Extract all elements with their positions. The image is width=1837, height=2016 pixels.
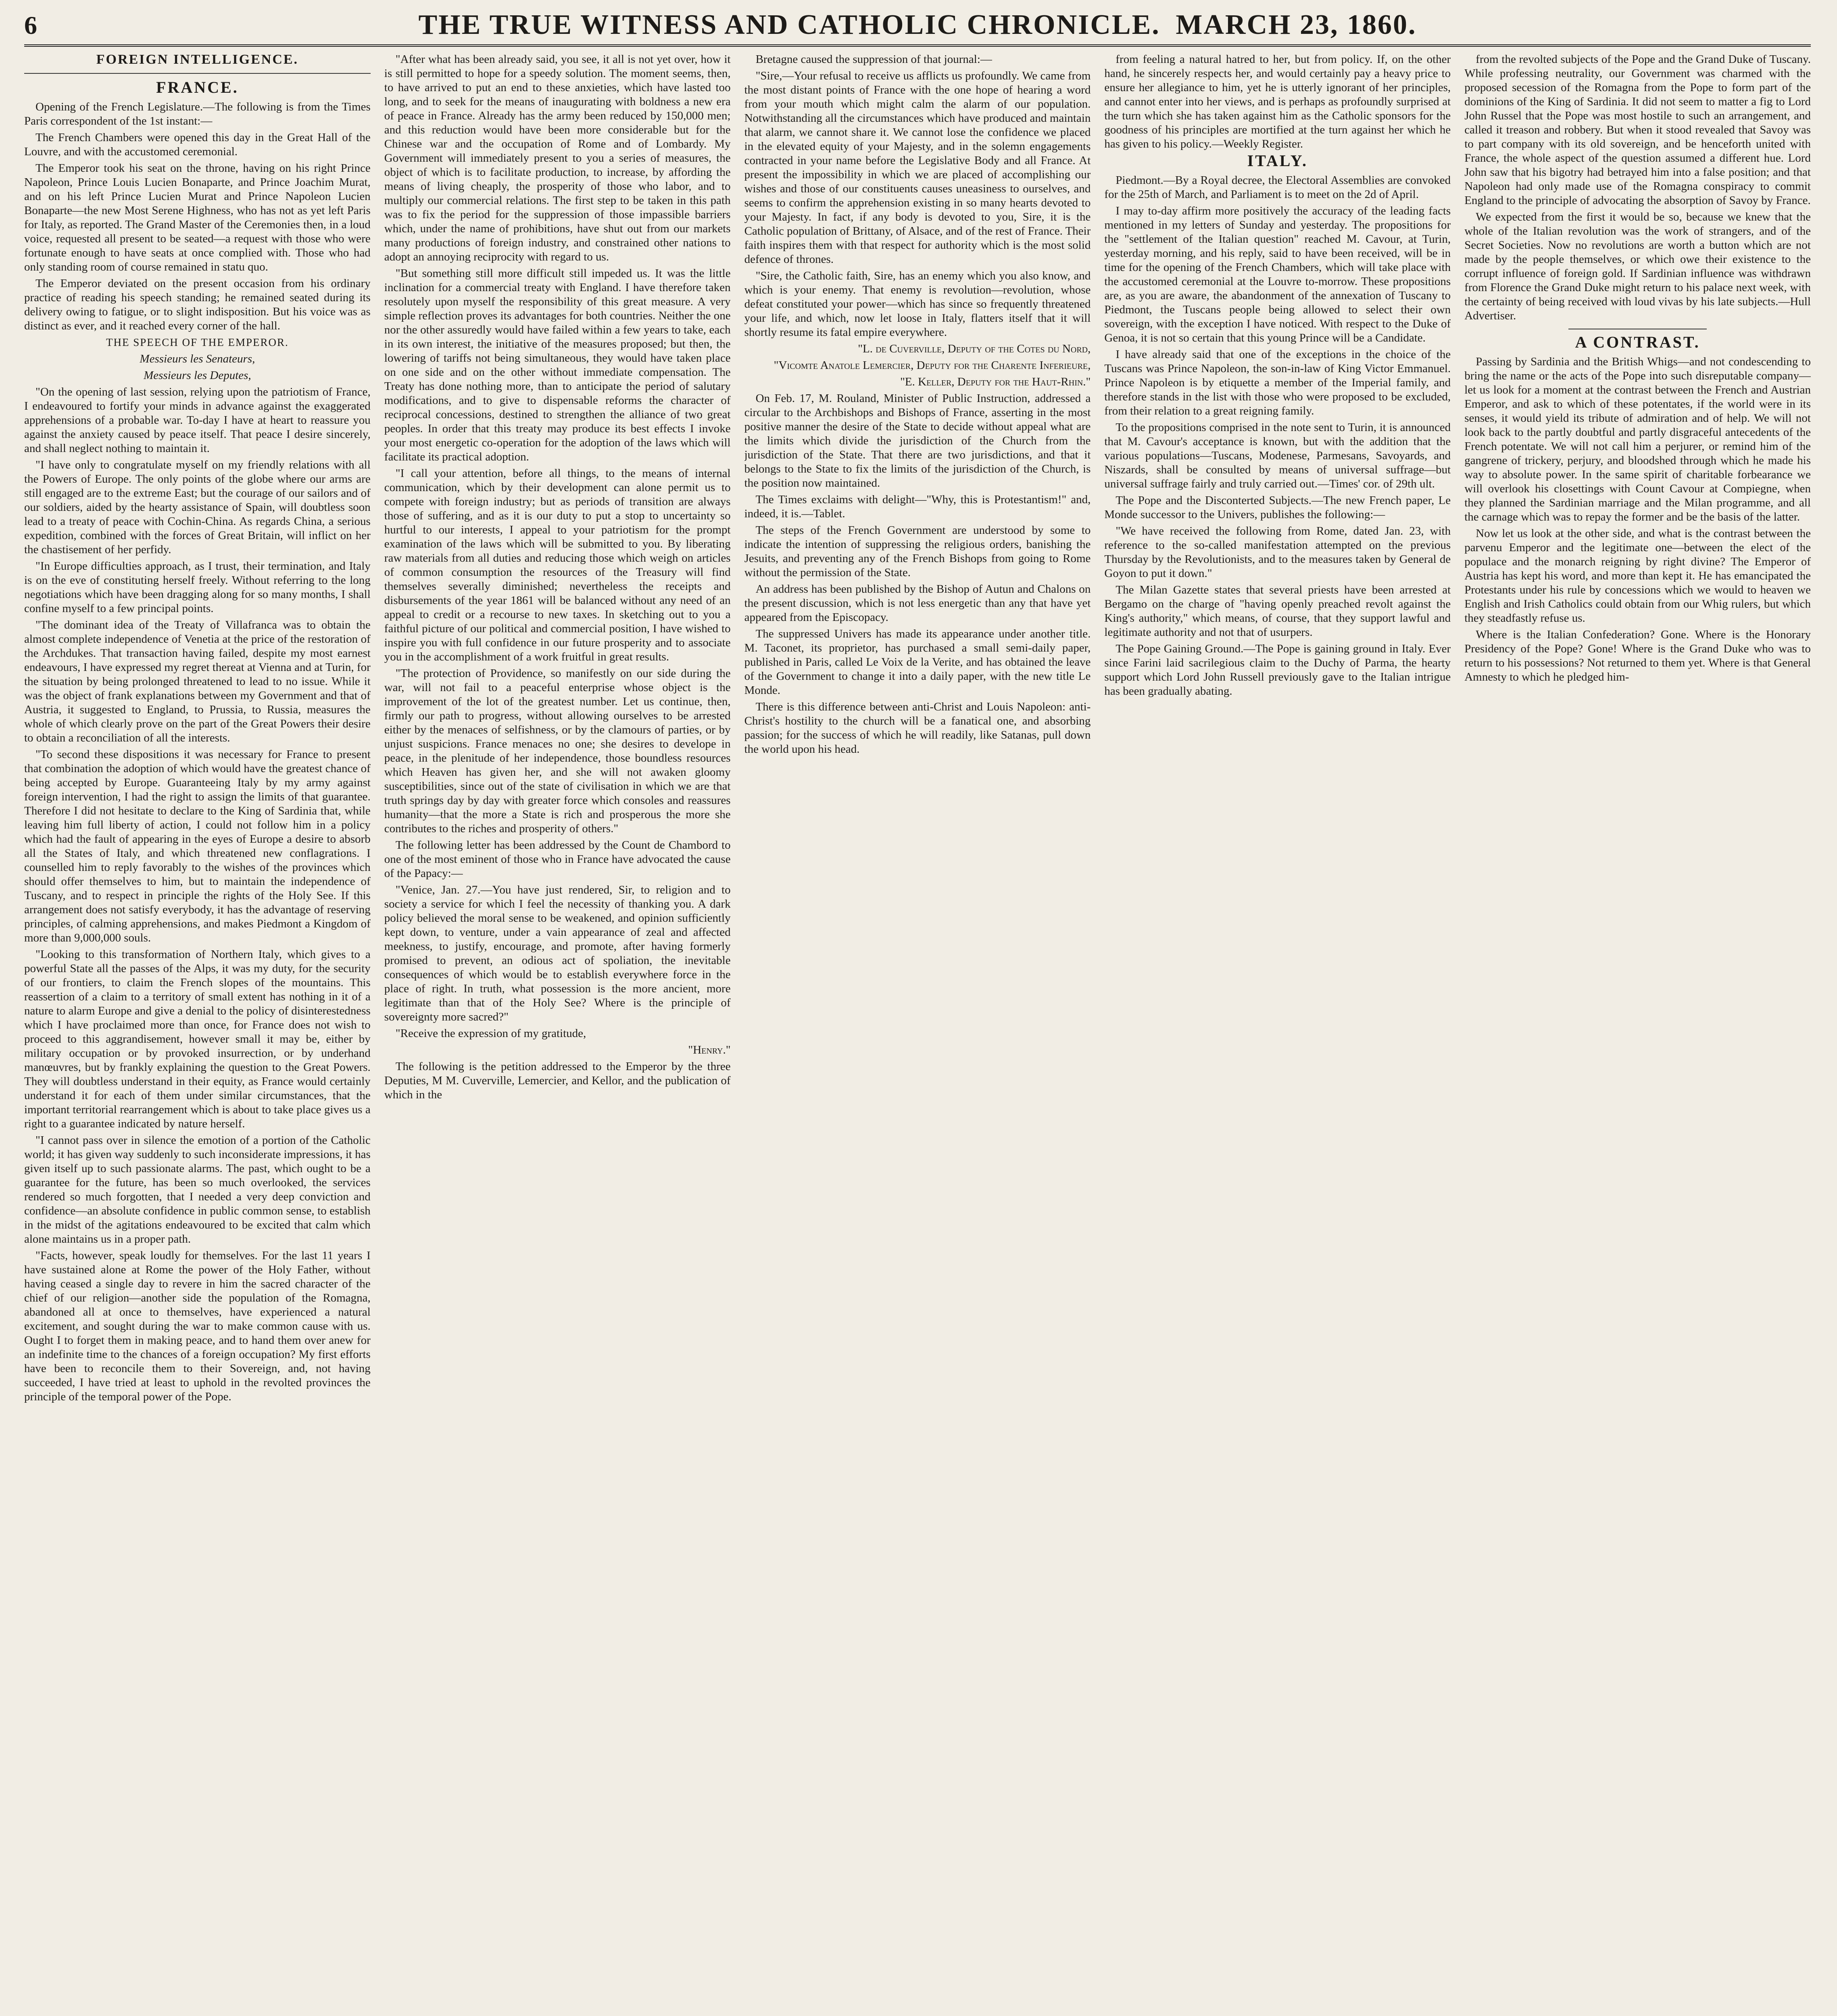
section-heading-italy: ITALY. xyxy=(1247,152,1308,170)
newspaper-title xyxy=(24,9,1811,41)
paragraph: "I call your attention, before all things, to the means of internal communication, which by their development can alone permit us to compete with foreign industry; but as periods of transition are always those of suffering, and as it is our duty to put a stop to uncertainty so hurtful to our interests, I appeal to your patriotism for the prompt examination of the laws which will be submitted to you. By liberating raw materials from all duties and reducing those which weigh on articles of common consumption the resources of the Treasury will find themselves severally diminished; nevertheless the receipts and disbursements of the year 1861 will be balanced without any need of an appeal to credit or a recourse to new taxes. In sketching out to you a faithful picture of our political and commercial position, I have wished to inspire you with full confidence in our future prosperity and to associate you in the accomplishment of a work fruitful in great results. xyxy=(384,467,731,663)
paragraph: "Receive the expression of my gratitude, xyxy=(395,1027,586,1040)
paragraph: Opening of the French Legislature.—The following is from the Times Paris correspondent of the 1st instant:— xyxy=(24,100,371,127)
paragraph: The Pope and the Disconterted Subjects.—The new French paper, Le Monde successor to the Univers, publishes the following:— xyxy=(1104,494,1451,521)
paragraph: "To second these dispositions it was necessary for France to present that combination the adoption of which would have the greatest chance of being accepted by Europe. Guaranteeing Italy by my army against foreign intervention, I had the right to assign the limits of that guarantee. Therefore I did not hesitate to declare to the King of Sardinia that, while leaving him full liberty of action, I could not follow him in a policy which had the fault of appearing in the eyes of Europe a desire to absorb all the States of Italy, and which threatened new conflagrations. I counselled him to reply favorably to the wishes of the provinces which should offer themselves to him, but to maintain the independence of Tuscany, and to respect in principle the rights of the Holy See. If this arrangement does not satisfy everybody, it has the advantage of reserving principles, of calming apprehensions, and makes Piedmont a Kingdom of more than 9,000,000 souls. xyxy=(24,748,371,944)
columns xyxy=(24,52,1811,2016)
department-heading: FOREIGN INTELLIGENCE. xyxy=(96,52,299,67)
column-5 xyxy=(1464,52,1811,2016)
paragraph: The Times exclaims with delight—"Why, this is Protestantism!" and, indeed, it is.—Tablet. xyxy=(744,493,1091,520)
paragraph: Where is the Italian Confederation? Gone. Where is the Honorary Presidency of the Pope? Gone! Where is the Grand Duke who was to return to his possessions? Not returned to them yet. Where is that General Amnesty to which he pledged him- xyxy=(1464,628,1811,683)
paragraph: The suppressed Univers has made its appearance under another title. M. Taconet, its proprietor, has purchased a small semi-daily paper, published in Paris, called Le Voix de la Verite, and has obtained the leave of the Government to change it into a daily paper, with the new title Le Monde. xyxy=(744,627,1091,697)
column-3 xyxy=(744,52,1091,2016)
paragraph: To the propositions comprised in the note sent to Turin, it is announced that M. Cavour's acceptance is known, but with the addition that the various populations—Tuscans, Modenese, Parmesans, Savoyards, and Niszards, shall be consulted by means of universal suffrage—but universal suffrage fairly and truly carried out.—Times' cor. of 29th ult. xyxy=(1104,421,1451,490)
paragraph: Bretagne caused the suppression of that journal:— xyxy=(755,53,992,66)
paragraph: The Emperor deviated on the present occasion from his ordinary practice of reading his speech standing; he remained seated during its delivery owing to fatigue, or to slight indisposition. But his voice was as distinct as ever, and it reached every corner of the hall. xyxy=(24,277,371,332)
paragraph: There is this difference between anti-Christ and Louis Napoleon: anti-Christ's hostility to the church will be a fanatical one, and absorbing passion; for the success of which he will readily, like Satanas, pull down the world upon his head. xyxy=(744,700,1091,756)
section-heading-contrast: A CONTRAST. xyxy=(1575,333,1700,351)
issue-date: MARCH 23, 1860. xyxy=(1176,9,1417,40)
section-heading-france: FRANCE. xyxy=(156,78,239,96)
paragraph: The Milan Gazette states that several priests have been arrested at Bergamo on the charge of "having openly preached revolt against the King's authority," which means, of course, that they support lawful and legitimate authority and not that of usurpers. xyxy=(1104,583,1451,639)
paragraph: from the revolted subjects of the Pope and the Grand Duke of Tuscany. While professing neutrality, our Government was charmed with the proposed secession of the Romagna from the Pope to form part of the dominions of the King of Sardinia. It did not seem to matter a fig to Lord John Russel that the Pope was most hostile to such an arrangement, and called it treason and robbery. But when it stood revealed that Savoy was to part company with its old sovereign, and be henceforth united with France, the whole aspect of the question assumed a different hue. Lord John saw that his bigotry had betrayed him into a false position; and that Napoleon had only made use of the Romagna conspiracy to commit England to the principle of advocating the absorption of Savoy by France. xyxy=(1464,53,1811,207)
paragraph: The French Chambers were opened this day in the Great Hall of the Louvre, and with the accustomed ceremonial. xyxy=(24,131,371,158)
paragraph: I may to-day affirm more positively the accuracy of the leading facts mentioned in my letters of Sunday and yesterday. The propositions for the "settlement of the Italian question" reached M. Cavour, at Turin, yesterday morning, and his reply, said to have been received, will be in time for the opening of the French Chambers, which will take place with the accustomed ceremonial at the Louvre to-morrow. These propositions are, as you are aware, the abandonment of the annexation of Tuscany to Piedmont, the Tuscans people being allowed to select their own sovereign, with the exception I have noticed. With respect to the Duke of Genoa, it is not so certain that this young Prince will be a Candidate. xyxy=(1104,204,1451,344)
salutation: Messieurs les Deputes, xyxy=(144,369,251,382)
paragraph: "I have only to congratulate myself on my friendly relations with all the Powers of Europe. The only points of the globe where our arms are still engaged are to the extreme East; but the courage of our sailors and of our soldiers, aided by the hearty assistance of Spain, will doubtless soon lead to a treaty of peace with Cochin-China. As regards China, a serious expedition, combined with the forces of Great Britain, will inflict on her the chastisement of her perfidy. xyxy=(24,458,371,556)
divider xyxy=(24,73,371,74)
paragraph: "The dominant idea of the Treaty of Villafranca was to obtain the almost complete independence of Venetia at the price of the restoration of the Archdukes. That transaction having failed, despite my most earnest endeavours, I have expressed my regret thereat at Vienna and at Turin, for the situation by being prolonged threatened to lead to no issue. While it was the object of frank explanations between my Government and that of Austria, it suggested to England, to Prussia, to Russia, measures the whole of which clearly prove on the part of the Great Powers their desire to obtain a reconciliation of all the interests. xyxy=(24,619,371,744)
paragraph: "But something still more difficult still impeded us. It was the little inclination for a commercial treaty with England. I have therefore taken resolutely upon myself the responsibility of this great measure. A very simple reflection proves its advantages for both countries. Neither the one nor the other assuredly would have failed within a few years to take, each in its own interest, the initiative of the measures proposed; but then, the lowering of tariffs not being simultaneous, they would have taken place on one side and on the other without immediate compensation. The Treaty has done nothing more, than to anticipate the period of salutary modifications, and to give to dispensable reforms the character of reciprocal concessions, destined to strengthen the alliance of two great peoples. In order that this treaty may produce its best effects I invoke your most energetic co-operation for the adoption of the laws which will facilitate its practical adoption. xyxy=(384,267,731,463)
paragraph: "Sire, the Catholic faith, Sire, has an enemy which you also know, and which is your enemy. That enemy is revolution—revolution, whose defeat constituted your power—which has since so frequently threatened your life, and which, now let loose in Italy, flatters itself that it will shortly resume its fatal empire everywhere. xyxy=(744,269,1091,339)
paragraph: "I cannot pass over in silence the emotion of a portion of the Catholic world; it has given way suddenly to such inconsiderate impressions, it has given itself up to such passionate alarms. The past, which ought to be a guarantee for the future, has been so much overlooked, the services rendered so much forgotten, that I needed a very deep conviction and confidence—an absolute confidence in public common sense, to establish in the midst of the agitations endeavoured to be excited that calm which alone maintains us in a proper path. xyxy=(24,1134,371,1245)
paragraph: "Facts, however, speak loudly for themselves. For the last 11 years I have sustained alone at Rome the power of the Holy Father, without having ceased a single day to revere in him the sacred character of the chief of our religion—another side the population of the Romagna, abandoned all at once to themselves, have experienced a natural excitement, and sought during the war to make common cause with us. Ought I to forget them in making peace, and to hand them over anew for an indefinite time to the chances of a foreign occupation? My first efforts have been to reconcile them to their Sovereign, and, not having succeeded, I have tried at least to uphold in the revolted provinces the principle of the temporal power of the Pope. xyxy=(24,1249,371,1403)
column-2 xyxy=(384,52,731,2016)
paragraph: Passing by Sardinia and the British Whigs—and not condescending to bring the name or the acts of the Pope into such disreputable company—let us look for a moment at the contrast between the French and Austrian Emperor, and ask to which of these potentates, if the world were in its senses, it would yield its tribute of admiration and of help. We will not look back to the partly doubtful and partly disgraceful antecedents of the French potentate. We will not call him a perjurer, or remind him of the gangrene of trickery, perjury, and bloodshed through which he made his way to absolute power. In the same spirit of charitable forbearance we will overlook his closettings with Count Cavour at Compiegne, when they planned the Sardinian marriage and the Milan programme, and all the carnage which was to repay the former and be the basis of the latter. xyxy=(1464,355,1811,523)
signature: "L. de Cuverville, Deputy of the Cotes du Nord, xyxy=(858,342,1091,355)
paragraph: "Looking to this transformation of Northern Italy, which gives to a powerful State all the passes of the Alps, it was my duty, for the security of our frontiers, to claim the French slopes of the mountains. This reassertion of a claim to a territory of small extent has nothing in it of a nature to alarm Europe and give a denial to the policy of disinterestedness which I have proclaimed more than once, for France does not wish to proceed to this aggrandisement, however small it may be, either by military occupation or by provoked insurrection, or by underhand manœuvres, but by frankly explaining the question to the Great Powers. They will doubtless understand in their equity, as France would certainly understand it for each of them under similar circumstances, that the important territorial rearrangement which is about to take place gives us a right to a guarantee indicated by nature herself. xyxy=(24,948,371,1130)
paragraph: "Sire,—Your refusal to receive us afflicts us profoundly. We came from the most distant points of France with the one hope of hearing a word from your mouth which might calm the alarm of our population. Notwithstanding all the circumstances which have produced and maintain that alarm, we cannot share it. We cannot lose the confidence we placed in the elevated equity of your Majesty, and in the solemn engagements contracted in your name before the Legislative Body and all France. At present the impossibility in which we are placed of accomplishing our wishes and those of our constituents causes uneasiness to ourselves, and seems to confirm the apprehension existing in so many hearts devoted to your Majesty. In fact, if any body is devoted to you, Sire, it is the Catholic population of Brittany, of Alsace, and of the rest of France. Their faith inspires them with that respect for authority which is the most solid defence of thrones. xyxy=(744,69,1091,266)
paragraph: "In Europe difficulties approach, as I trust, their termination, and Italy is on the eve of constituting herself freely. Without referring to the long negotiations which have been dragging along for so many months, I shall confine myself to a few principal points. xyxy=(24,560,371,615)
paragraph: "On the opening of last session, relying upon the patriotism of France, I endeavoured to fortify your minds in advance against the exaggerated apprehensions of a probable war. To-day I have at heart to reassure you against the anxiety caused by peace itself. That peace I desire sincerely, and shall neglect nothing to maintain it. xyxy=(24,385,371,455)
subheading-speech: THE SPEECH OF THE EMPEROR. xyxy=(106,336,289,348)
paragraph: We expected from the first it would be so, because we knew that the whole of the Italian revolution was the work of strangers, and of the Secret Societies. Now no revolutions are worth a button which are not made by the people themselves, or which owe their existence to the corrupt influence of foreign gold. If Sardinian influence was withdrawn from Florence the Grand Duke might return to his palace next week, with the certainty of being received with loud vivas by his late subjects.—Hull Advertiser. xyxy=(1464,210,1811,322)
signature: "Vicomte Anatole Lemercier, Deputy for the Charente Inferieure, xyxy=(774,359,1091,372)
signature: "E. Keller, Deputy for the Haut-Rhin." xyxy=(900,375,1091,388)
paragraph: On Feb. 17, M. Rouland, Minister of Public Instruction, addressed a circular to the Archbishops and Bishops of France, asserting in the most positive manner the desire of the State to decide without appeal what are the limits which divide the jurisdiction of the Church from the jurisdiction of the State. That there are two jurisdictions, and that it belongs to the State to fix the limits of the jurisdiction of the Church, is the position now maintained. xyxy=(744,392,1091,489)
salutation: Messieurs les Senateurs, xyxy=(140,352,255,365)
paragraph: The Pope Gaining Ground.—The Pope is gaining ground in Italy. Ever since Farini laid sacrilegious claim to the Duchy of Parma, the hearty support which Lord John Russell previously gave to the Italian intrigue has been gradually abating. xyxy=(1104,642,1451,698)
paragraph: "After what has been already said, you see, it all is not yet over, how it is still permitted to hope for a speedy solution. The moment seems, then, to have arrived to put an end to these anxieties, which have lasted too long, and to seek for the means of inaugurating with boldness a new era of peace in France. Already has the army been reduced by 150,000 men; and this reduction would have been more considerable but for the Chinese war and the occupation of Rome and of Lombardy. My Government will immediately present to you a series of measures, the object of which is to facilitate production, to increase, by affording the means of living cheaply, the prosperity of those who labor, and to multiply our commercial relations. The first step to be taken in this path was to fix the period for the suppression of those impassible barriers which, under the name of prohibitions, have shut out from our markets many productions of foreign industry, and constrained other nations to adopt an annoying reciprocity with regard to us. xyxy=(384,53,731,263)
paragraph: Piedmont.—By a Royal decree, the Electoral Assemblies are convoked for the 25th of March, and Parliament is to meet on the 2d of April. xyxy=(1104,174,1451,201)
paragraph: I have already said that one of the exceptions in the choice of the Tuscans was Prince Napoleon, the son-in-law of King Victor Emmanuel. Prince Napoleon is by etiquette a member of the Imperial family, and therefore stands in the list with those who were proposed to be excluded, from their relation to a great reigning family. xyxy=(1104,348,1451,417)
paragraph: "The protection of Providence, so manifestly on our side during the war, will not fail to a peaceful enterprise whose object is the improvement of the lot of the greatest number. Let us continue, then, firmly our path to progress, without allowing ourselves to be arrested either by the menaces of selfishness, or by the clamours of parties, or by unjust suspicions. France menaces no one; she desires to develope in peace, in the plenitude of her independence, those boundless resources which Heaven has given her, and she will not awaken gloomy susceptibilities, since out of the state of civilisation in which we are that truth springs day by day with greater force which consoles and reassures humanity—that the more a State is rich and prosperous the more she contributes to the riches and prosperity of others." xyxy=(384,667,731,835)
column-1 xyxy=(24,52,371,2016)
paragraph: from feeling a natural hatred to her, but from policy. If, on the other hand, he sincerely respects her, and would certainly pay a heavy price to ensure her allegiance to him, yet he is utterly ignorant of her principles, and cannot enter into her views, and is perhaps as profoundly surprised at the turn which she has taken against him as the Catholic sponsors for the goodness of his principles are mortified at the turn against her which he has given to his policy.—Weekly Register. xyxy=(1104,53,1451,150)
paragraph: The Emperor took his seat on the throne, having on his right Prince Napoleon, Prince Louis Lucien Bonaparte, and Prince Joachim Murat, and on his left Prince Lucien Murat and Prince Napoleon Lucien Bonaparte—the new Most Serene Highness, who has not as yet left Paris for Italy, as reported. The Grand Master of the Ceremonies then, in a loud voice, requested all present to be seated—a request with those who were fortunate enough to have seats at once complied with. Those who had only standing room of course remained in statu quo. xyxy=(24,162,371,273)
paragraph: The following letter has been addressed by the Count de Chambord to one of the most eminent of those who in France have advocated the cause of the Papacy:— xyxy=(384,839,731,880)
column-4 xyxy=(1104,52,1451,2016)
paragraph: "Venice, Jan. 27.—You have just rendered, Sir, to religion and to society a service for which I feel the necessity of thanking you. A dark policy believed the moral sense to be weakened, and opinion sufficiently kept down, to venture, under a vain appearance of zeal and affected meekness, to justify, encourage, and promote, after having formerly promised to prevent, an odious act of spoliation, the inevitable consequences of which would be to establish everywhere force in the place of right. In truth, what possession is the more ancient, more legitimate than that of the Holy See? Where is the principle of sovereignty more sacred?" xyxy=(384,883,731,1023)
signature: "Henry." xyxy=(688,1043,731,1056)
paragraph: An address has been published by the Bishop of Autun and Chalons on the present discussion, which is not less energetic than any that have yet appeared from the Episcopacy. xyxy=(744,583,1091,624)
paragraph: The steps of the French Government are understood by some to indicate the intention of suppressing the religious orders, banishing the Jesuits, and preventing any of the French Bishops from going to Rome without the permission of the State. xyxy=(744,524,1091,579)
paragraph: "We have received the following from Rome, dated Jan. 23, with reference to the so-called manifestation attempted on the previous Thursday by the Revolutionists, and to the measures taken by General de Goyon to put it down." xyxy=(1104,525,1451,580)
paragraph: Now let us look at the other side, and what is the contrast between the parvenu Emperor and the legitimate one—between the elect of the populace and the monarch reigning by right divine? The Emperor of Austria has kept his word, and more than kept it. He has emancipated the Protestants under his rule by concessions which we would to heaven we English and Irish Catholics could obtain from our Whig rulers, but which they steadfastly refuse us. xyxy=(1464,527,1811,625)
masthead xyxy=(24,7,1811,47)
title-text: THE TRUE WITNESS AND CATHOLIC CHRONICLE. xyxy=(418,9,1160,40)
page-number: 6 xyxy=(24,11,37,40)
paragraph: The following is the petition addressed to the Emperor by the three Deputies, M M. Cuverville, Lemercier, and Kellor, and the publication of which in the xyxy=(384,1060,731,1101)
